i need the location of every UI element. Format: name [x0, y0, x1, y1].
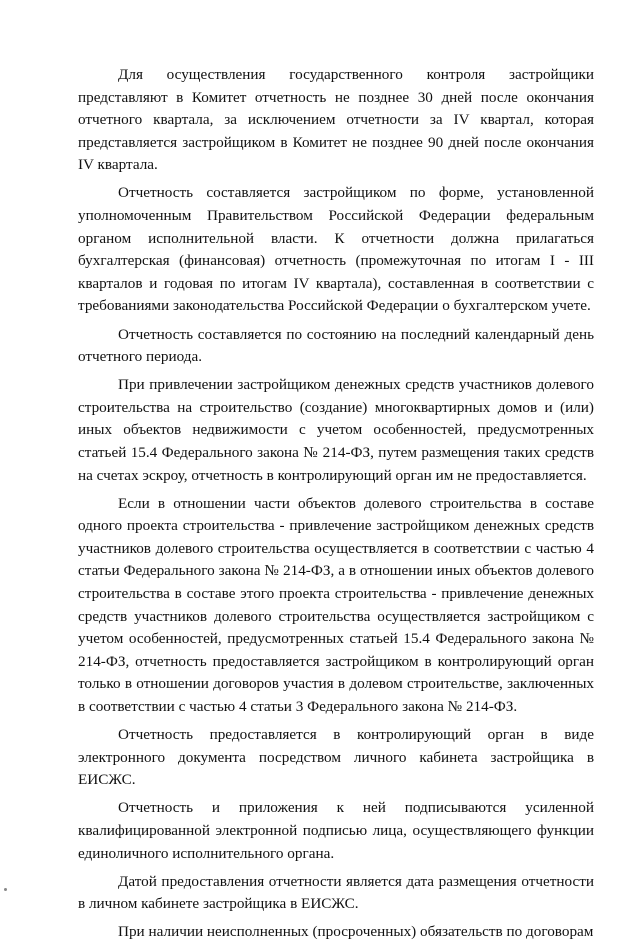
paragraph-escrow-exception: При привлечении застройщиком денежных средств участников долевого строительства на строительство (создание) многоквартирных домов и (или) иных объектов недвижимости с учетом особенностей, предусмотренных статьей 15.4 Федерального закона № 214-ФЗ, путем размещения таких средств на счетах эскроу, отчетность в контролирующий орган им не предоставляется.	[78, 376, 594, 484]
paragraph-submission-date: Датой предоставления отчетности является дата размещения отчетности в личном кабинете застройщика в ЕИСЖС.	[78, 872, 594, 913]
paragraph-overdue-obligations: При наличии неисполненных (просроченных) обязательств по договорам	[118, 923, 594, 941]
paragraph-mixed-projects: Если в отношении части объектов долевого строительства в составе одного проекта строительства - привлечение застройщиком денежных средств участников долевого строительства осуществляется в соответствии с частью 4 статьи Федерального закона № 214-ФЗ, а в отношении иных объектов долевого строительства в составе этого проекта строительства - привлечение денежных средств участников долевого строительства осуществляется застройщиком с учетом особенностей, предусмотренных статьей 15.4 Федерального закона № 214-ФЗ, отчетность предоставляется застройщиком в контролирующий орган только в отношении договоров участия в долевом строительстве, заключенных в соответствии с частью 4 статьи 3 Федерального закона № 214-ФЗ.	[78, 494, 594, 716]
paragraph-reporting-date: Отчетность составляется по состоянию на последний календарный день отчетного периода.	[78, 325, 594, 366]
paragraph-reporting-form: Отчетность составляется застройщиком по форме, установленной уполномоченным Правительством Российской Федерации федеральным органом исполнительной власти. К отчетности должна прилагаться бухгалтерская (финансовая) отчетность (промежуточная по итогам I - III кварталов и годовая по итогам IV квартала), составленная в соответствии с требованиями законодательства Российской Федерации о бухгалтерском учете.	[78, 184, 594, 315]
paragraph-electronic-submission: Отчетность предоставляется в контролирующий орган в виде электронного документа посредством личного кабинета застройщика в ЕИСЖС.	[78, 726, 594, 789]
paragraph-digital-signature: Отчетность и приложения к ней подписываются усиленной квалифицированной электронной подписью лица, осуществляющего функции единоличного исполнительного органа.	[78, 799, 594, 862]
scan-dot	[4, 888, 7, 891]
paragraph-reporting-deadline: Для осуществления государственного контроля застройщики представляют в Комитет отчетность не позднее 30 дней после окончания отчетного квартала, за исключением отчетности за IV квартал, которая представляется застройщиком в Комитет не позднее 90 дней после окончания IV квартала.	[78, 66, 594, 174]
